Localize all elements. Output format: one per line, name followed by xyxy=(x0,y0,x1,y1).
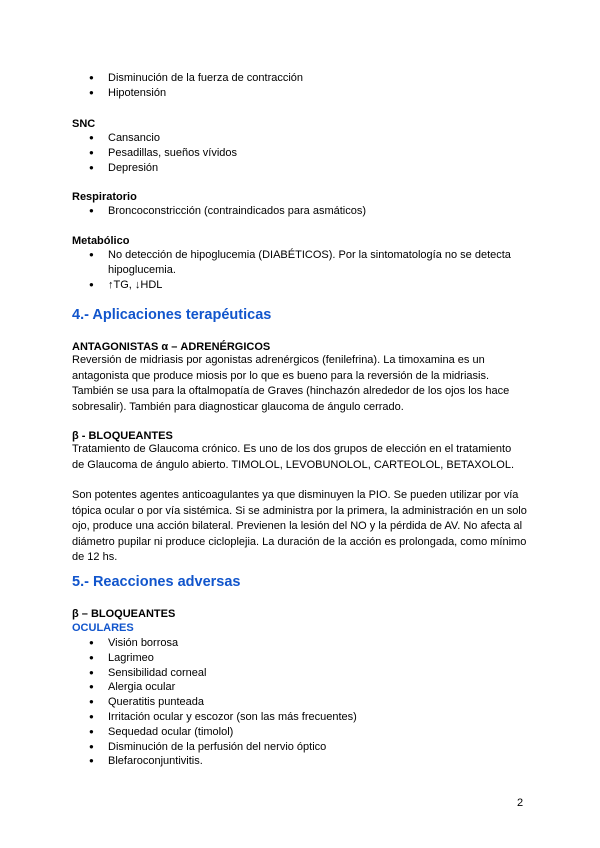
antagonistas-label: ANTAGONISTAS α – ADRENÉRGICOS xyxy=(72,341,271,353)
list-item: ● Broncoconstricción (contraindicados para asmáticos) xyxy=(72,204,532,219)
cardio-list xyxy=(72,71,532,101)
metabolico-label: Metabólico xyxy=(72,235,130,247)
section-4-title: 4.- Aplicaciones terapéuticas xyxy=(72,307,272,323)
list-item: ● Disminución de la fuerza de contracción xyxy=(72,71,532,86)
list-item: ● Sensibilidad corneal xyxy=(72,666,532,681)
beta-label: β - BLOQUEANTES xyxy=(72,430,173,442)
list-item: ● Irritación ocular y escozor (son las más frecuentes) xyxy=(72,710,532,725)
snc-list xyxy=(72,131,532,175)
list-item: ● Alergia ocular xyxy=(72,680,532,695)
list-item: ● Pesadillas, sueños vívidos xyxy=(72,146,532,161)
respiratorio-list xyxy=(72,204,532,219)
list-item: ● Depresión xyxy=(72,161,532,176)
list-item: ● Disminución de la perfusión del nervio óptico xyxy=(72,740,532,755)
beta-bloqueantes-label: β – BLOQUEANTES xyxy=(72,608,176,620)
list-item: ● Blefaroconjuntivitis. xyxy=(72,754,532,769)
list-item: ● ↑TG, ↓HDL xyxy=(72,278,524,293)
list-item: ● Lagrimeo xyxy=(72,651,532,666)
metabolico-list xyxy=(72,248,524,292)
list-item: ● No detección de hipoglucemia (DIABÉTICOS). Por la sintomatología no se detecta hipoglucemia. xyxy=(72,248,524,278)
snc-label: SNC xyxy=(72,118,96,130)
oculares-list xyxy=(72,636,532,769)
section-5-title: 5.- Reacciones adversas xyxy=(72,574,241,590)
list-item: ● Hipotensión xyxy=(72,86,532,101)
antagonistas-paragraph: Reversión de midriasis por agonistas adrenérgicos (fenilefrina). La timoxamina es un antagonista que produce miosis por lo que es bueno para la reversión de la midriasis. También se usa para la oftalmopatía de Graves (hinchazón alrededor de los ojos los hace sobresalir). También para diagnosticar glaucoma de ángulo cerrado. xyxy=(72,354,510,413)
page-number: 2 xyxy=(517,797,524,809)
list-item: ● Sequedad ocular (timolol) xyxy=(72,725,532,740)
respiratorio-label: Respiratorio xyxy=(72,191,137,203)
list-item: ● Queratitis punteada xyxy=(72,695,532,710)
beta-paragraph: Tratamiento de Glaucoma crónico. Es uno de los dos grupos de elección en el tratamiento de Glaucoma de ángulo abierto. TIMOLOL, LEVOBUNOLOL, CARTEOLOL, BETAXOLOL. xyxy=(72,443,515,471)
list-item: ● Visión borrosa xyxy=(72,636,532,651)
anticoag-paragraph: Son potentes agentes anticoagulantes ya que disminuyen la PIO. Se pueden utilizar por vía tópica ocular o por vía sistémica. Si se administra por la primera, la administración en un solo ojo, produce una acción bilateral. Previenen la lesión del NO y la pérdida de AV. No afecta al diámetro pupilar ni produce cicloplejia. La duración de la acción es prolongada, como mínimo de 12 hs. xyxy=(72,489,527,564)
oculares-label: OCULARES xyxy=(72,622,134,634)
list-item: ● Cansancio xyxy=(72,131,532,146)
